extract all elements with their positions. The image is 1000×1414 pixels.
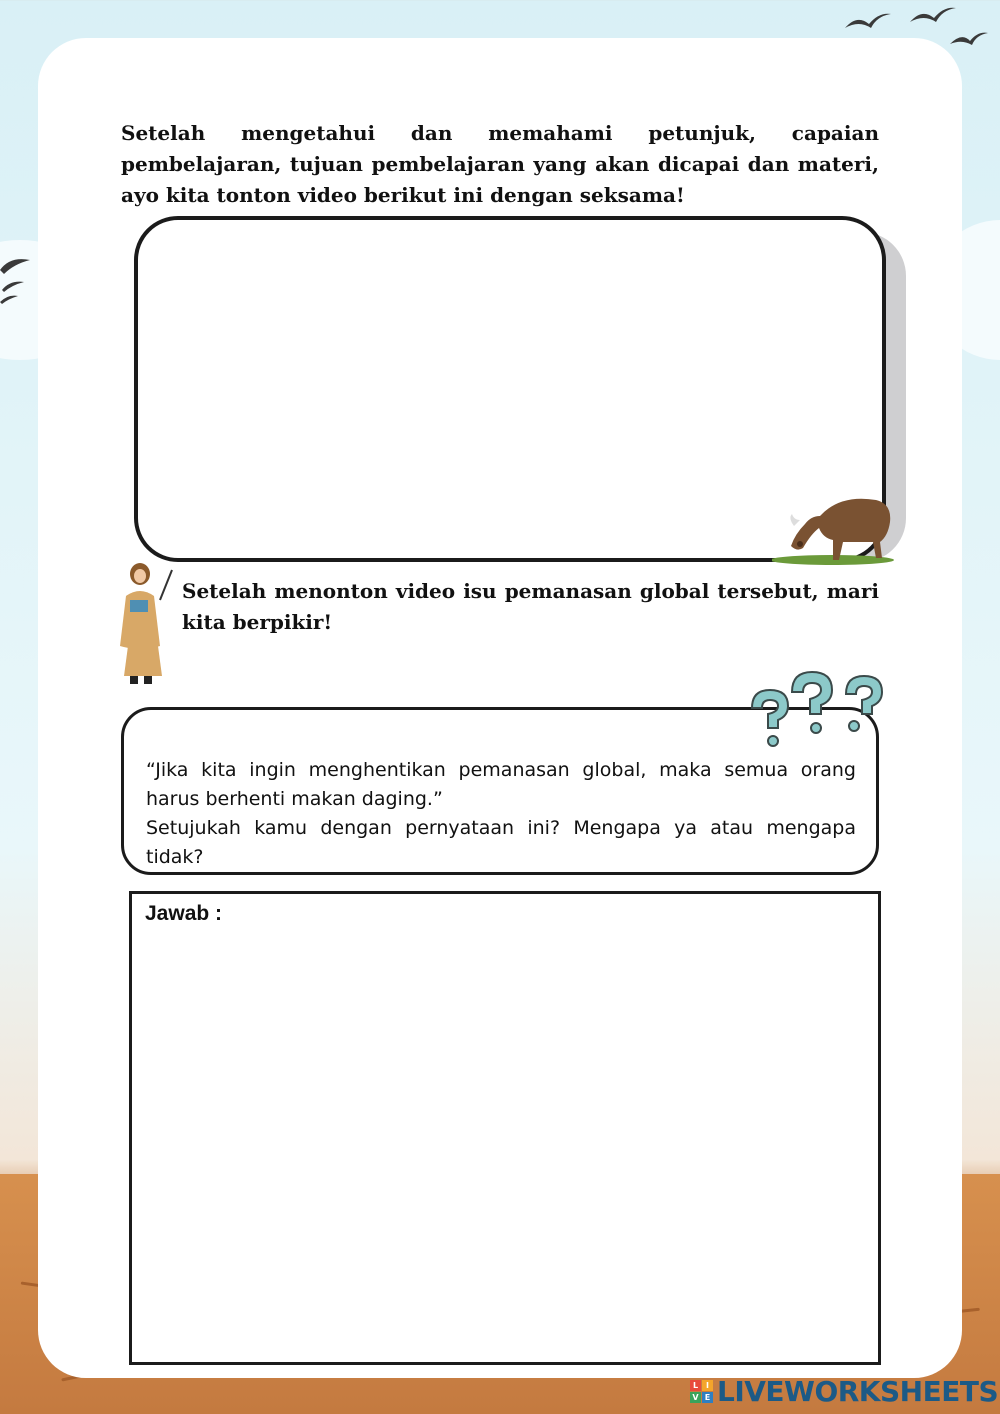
liveworksheets-wordmark: LIVEWORKSHEETS bbox=[717, 1374, 999, 1408]
birds-decoration bbox=[0, 240, 40, 310]
teacher-illustration bbox=[116, 560, 182, 690]
reflection-prompt: Setelah menonton video isu pemanasan global tersebut, mari kita berpikir! bbox=[182, 579, 879, 634]
question-statement: “Jika kita ingin menghentikan pemanasan global, maka semua orang harus berhenti makan daging.” bbox=[146, 759, 856, 810]
intro-instruction: Setelah mengetahui dan memahami petunjuk, capaian pembelajaran, tujuan pembelajaran yang akan dicapai dan materi, ayo kita tonton video berikut ini dengan seksama! bbox=[121, 121, 879, 207]
buffalo-illustration bbox=[772, 486, 902, 566]
liveworksheets-logo-icon: L I V E bbox=[690, 1380, 713, 1403]
liveworksheets-logo bbox=[690, 1374, 998, 1408]
answer-label: Jawab : bbox=[145, 902, 223, 925]
question-content bbox=[146, 756, 856, 872]
question-marks-icon bbox=[742, 668, 892, 750]
answer-input-area[interactable] bbox=[129, 891, 881, 1365]
question-prompt: Setujukah kamu dengan pernyataan ini? Mengapa ya atau mengapa tidak? bbox=[146, 817, 856, 868]
